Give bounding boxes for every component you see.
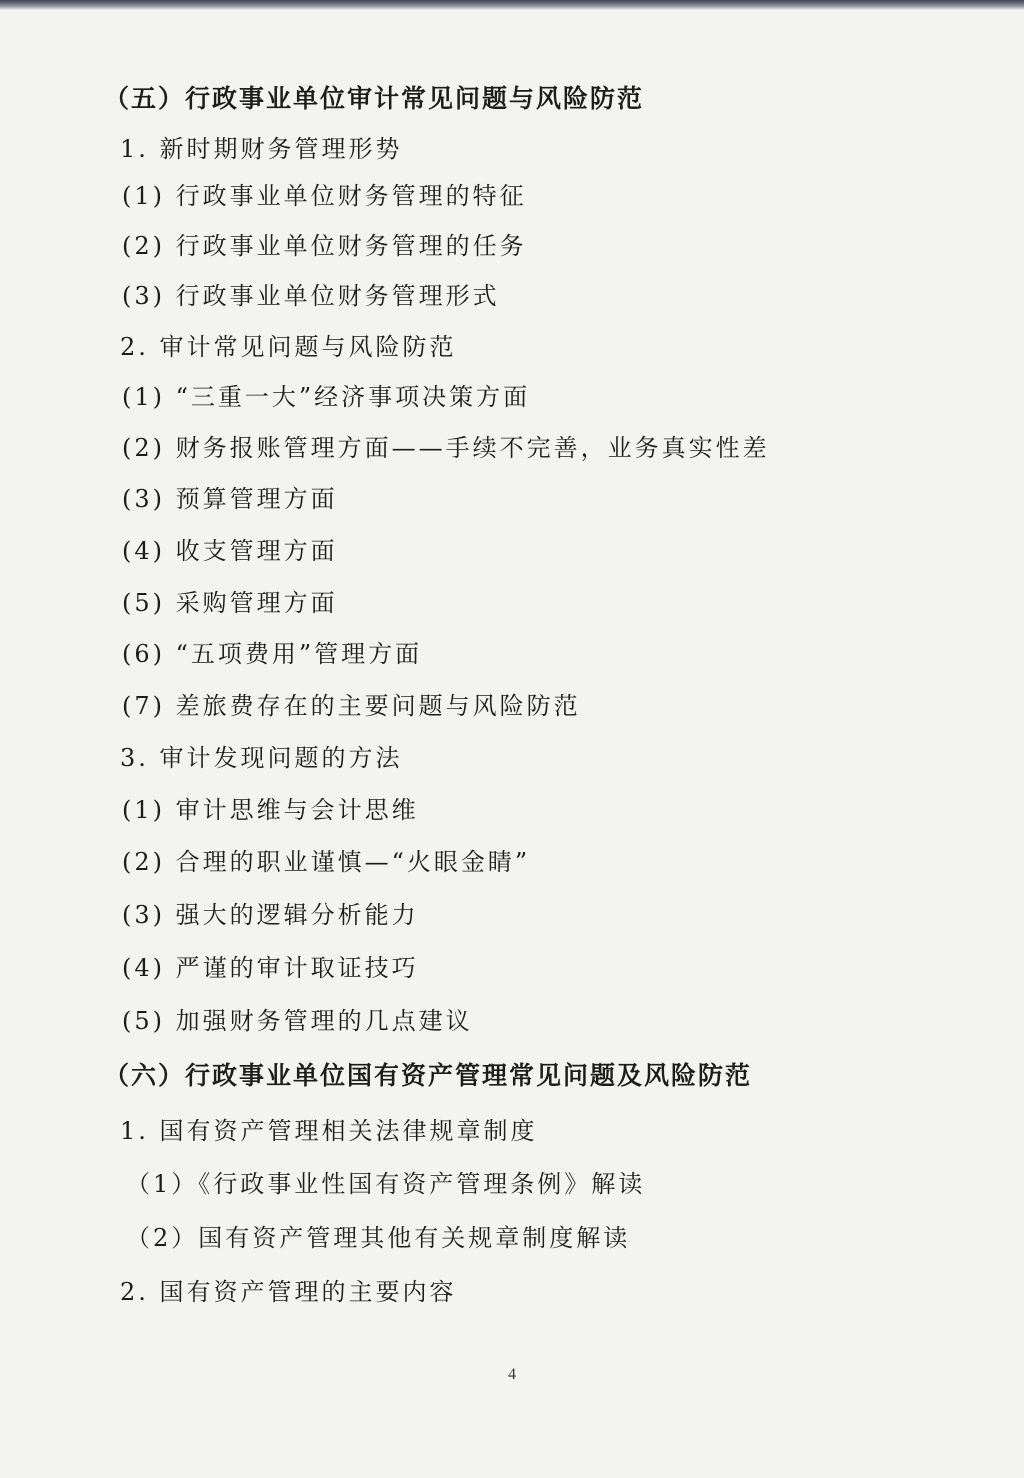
subheading-1: 1. 新时期财务管理形势 bbox=[120, 135, 403, 163]
list-item: (3) 行政事业单位财务管理形式 bbox=[122, 282, 500, 310]
subheading-2: 2. 国有资产管理的主要内容 bbox=[120, 1278, 457, 1306]
subheading-3: 3. 审计发现问题的方法 bbox=[120, 744, 403, 772]
list-item: (1) 审计思维与会计思维 bbox=[122, 796, 419, 824]
list-item: （1）《行政事业性国有资产管理条例》解读 bbox=[126, 1170, 646, 1198]
subheading-2: 2. 审计常见问题与风险防范 bbox=[120, 333, 457, 361]
list-item: (3) 预算管理方面 bbox=[122, 485, 338, 513]
list-item: (4) 收支管理方面 bbox=[122, 537, 338, 565]
list-item: (4) 严谨的审计取证技巧 bbox=[122, 954, 419, 982]
list-item: (2) 合理的职业谨慎—“火眼金睛” bbox=[122, 848, 531, 876]
section-heading-5: （五）行政事业单位审计常见问题与风险防范 bbox=[104, 84, 645, 113]
list-item: (3) 强大的逻辑分析能力 bbox=[122, 901, 419, 929]
list-item: (7) 差旅费存在的主要问题与风险防范 bbox=[122, 692, 581, 720]
list-item: (6) “五项费用”管理方面 bbox=[122, 640, 423, 668]
list-item: (5) 采购管理方面 bbox=[122, 589, 338, 617]
list-item: (5) 加强财务管理的几点建议 bbox=[122, 1007, 473, 1035]
list-item: (2) 行政事业单位财务管理的任务 bbox=[122, 232, 527, 260]
section-heading-6: （六）行政事业单位国有资产管理常见问题及风险防范 bbox=[104, 1061, 753, 1090]
list-item: (1) “三重一大”经济事项决策方面 bbox=[122, 383, 531, 411]
subheading-1: 1. 国有资产管理相关法律规章制度 bbox=[120, 1117, 538, 1145]
list-item: （2）国有资产管理其他有关规章制度解读 bbox=[126, 1224, 631, 1252]
list-item: (2) 财务报账管理方面——手续不完善，业务真实性差 bbox=[122, 434, 770, 462]
list-item: (1) 行政事业单位财务管理的特征 bbox=[122, 182, 527, 210]
page-number: 4 bbox=[508, 1366, 516, 1383]
